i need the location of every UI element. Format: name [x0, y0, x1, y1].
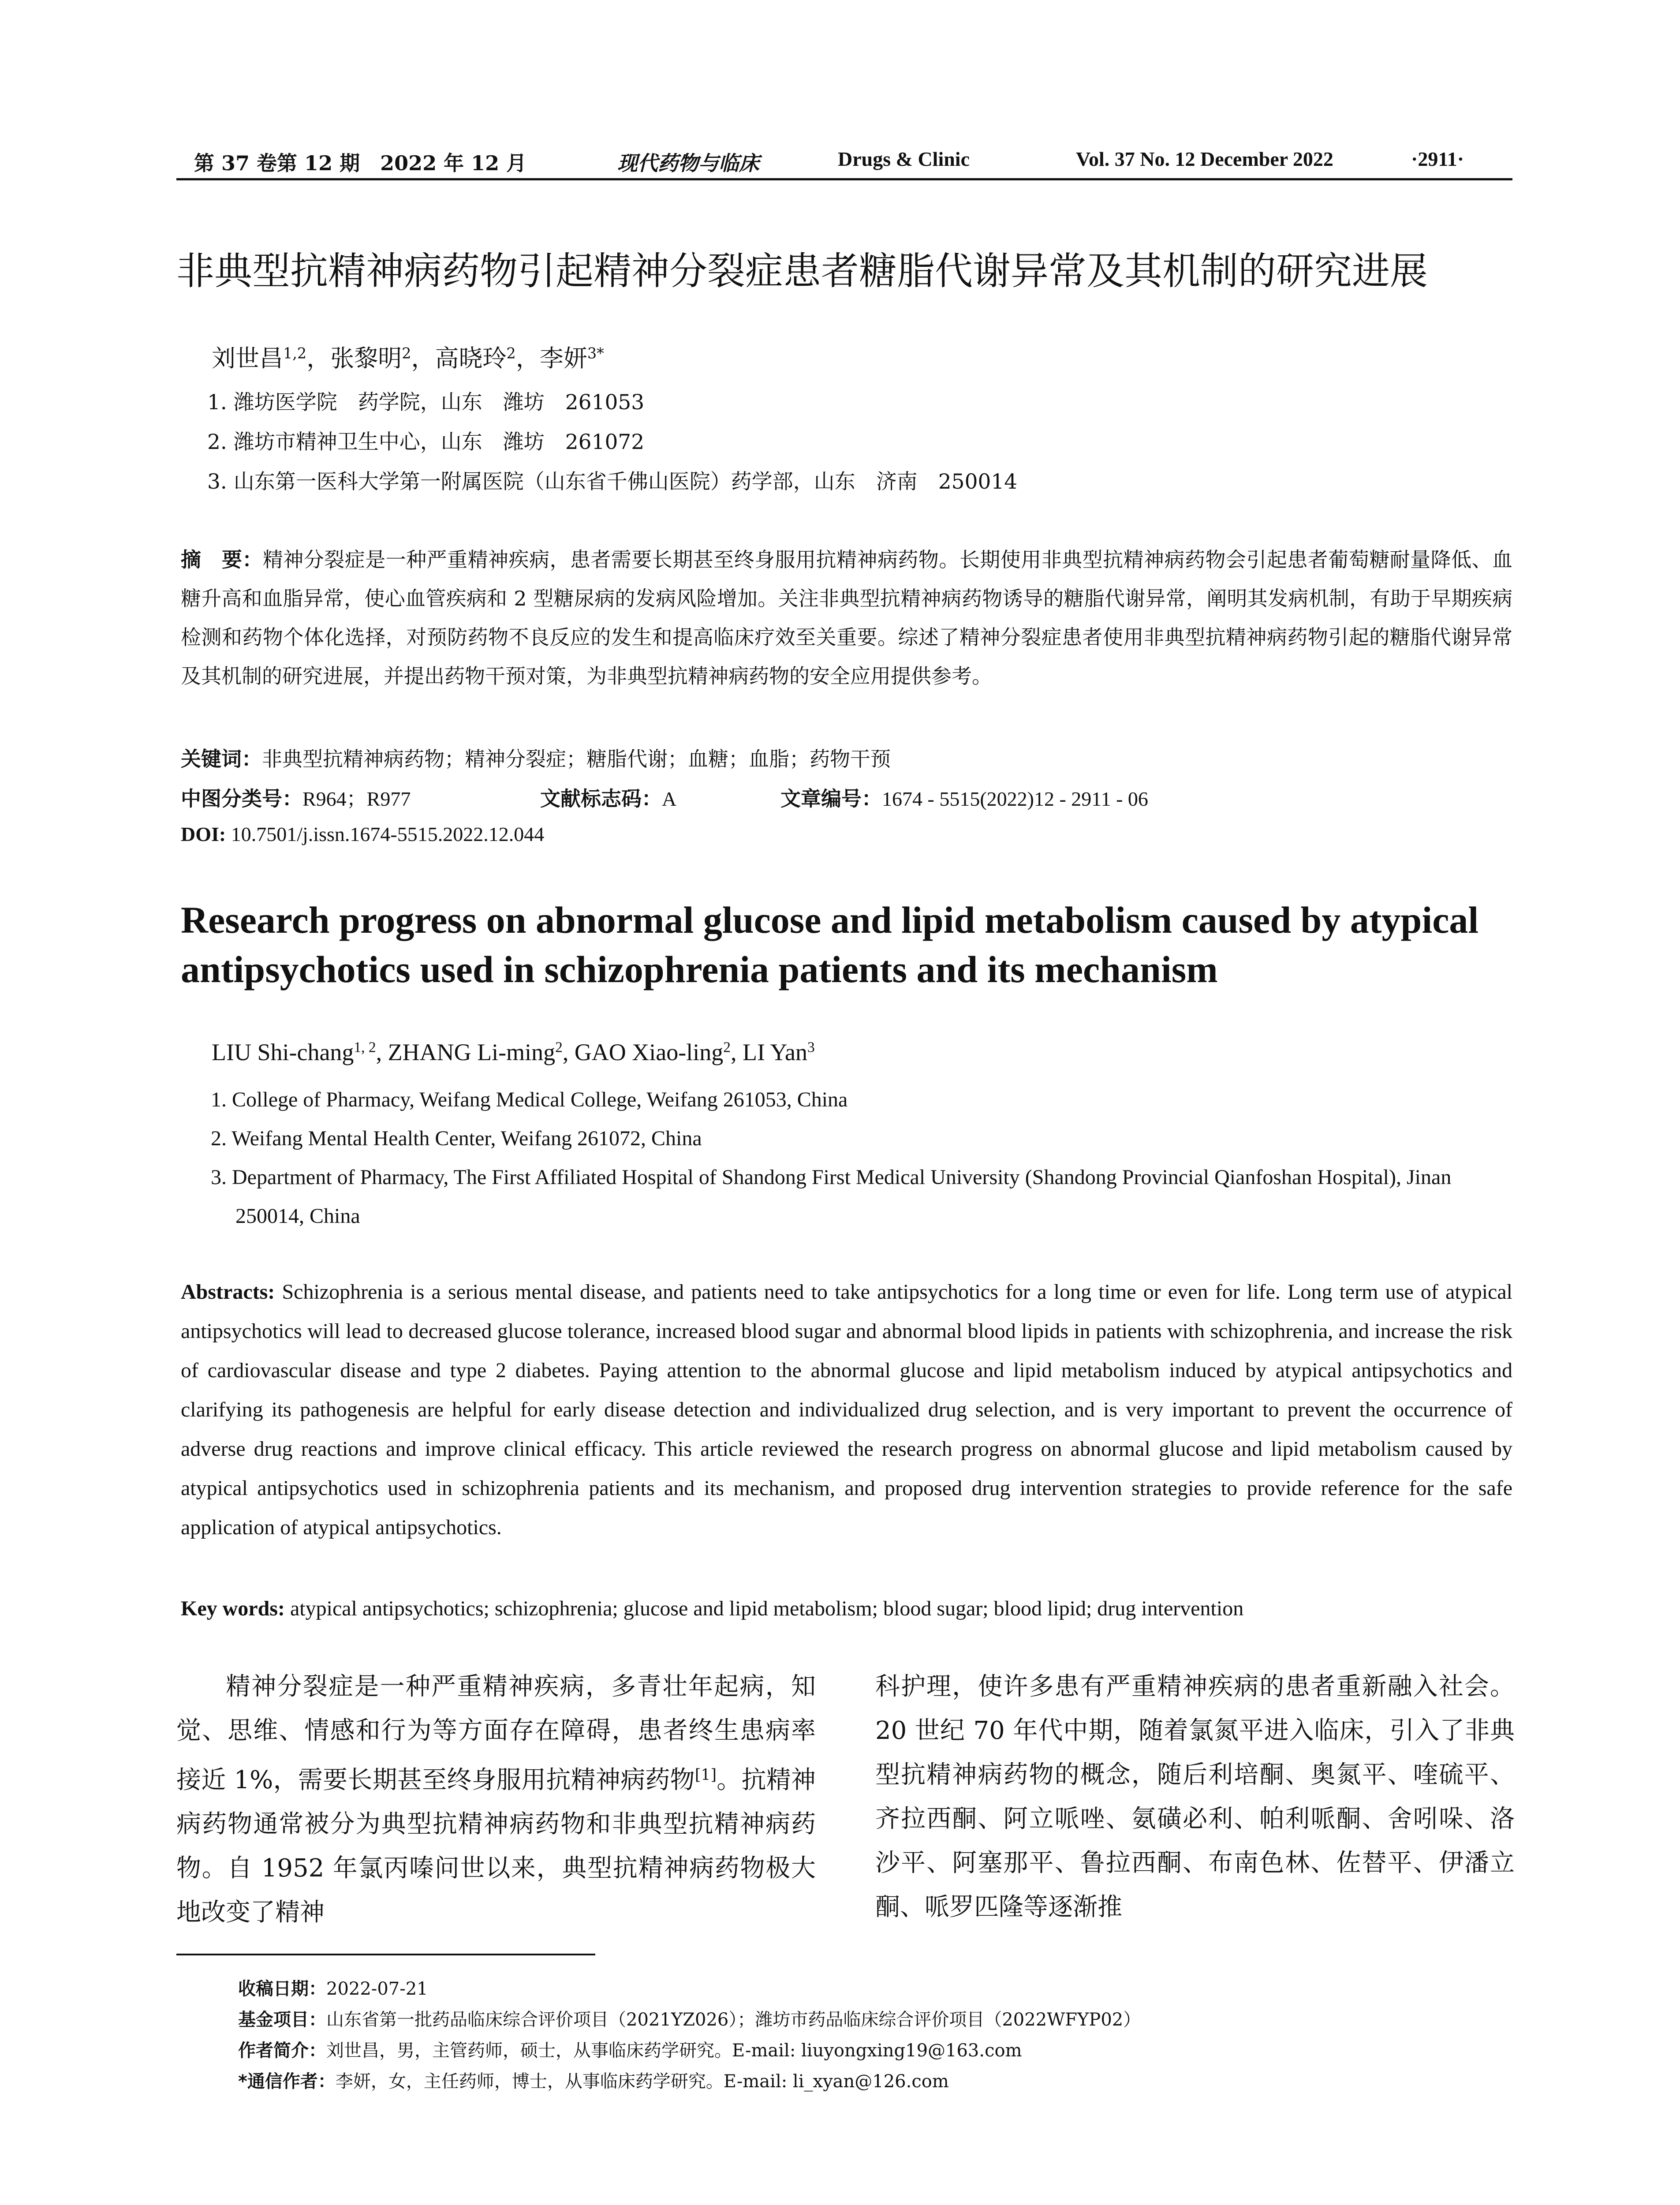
abstract-cn-label: 摘 要：: [181, 548, 263, 572]
running-header: [176, 140, 1512, 180]
citation-ref: [1]: [694, 1766, 717, 1784]
en-authors: [212, 1039, 815, 1066]
en-author: GAO Xiao-ling$^2$,: [574, 1039, 743, 1065]
keywords-en-text: atypical antipsychotics; schizophrenia; glucose and lipid metabolism; blood sugar; blood lipid; drug intervention: [284, 1597, 1244, 1620]
footnote-author-bio: 作者简介：刘世昌，男，主管药师，硕士，从事临床药学研究。E-mail: liuyongxing19@163.com: [238, 2041, 1022, 2061]
abstract-en-text: Schizophrenia is a serious mental disease, and patients need to take antipsychotics for a long time or even for life. Long term use of atypical antipsychotics will lead to decreased glucose tolerance, increased blood sugar and abnormal blood lipids in patients with schizophrenia, and increase the risk of cardiovascular disease and type 2 diabetes. Paying attention to the abnormal glucose and lipid metabolism induced by atypical antipsychotics and clarifying its pathogenesis are helpful for early disease detection and individualized drug selection, and is very important to prevent the occurrence of adverse drug reactions and improve clinical efficacy. This article reviewed the research progress on abnormal glucose and lipid metabolism caused by atypical antipsychotics used in schizophrenia patients and its mechanism, and proposed drug intervention strategies to provide reference for the safe application of atypical antipsychotics.: [181, 1280, 1512, 1539]
doi-label: DOI:: [181, 823, 226, 845]
footnote-received: 收稿日期：2022-07-21: [238, 1979, 428, 1999]
cn-author: 刘世昌$^{1,2}$，: [212, 344, 331, 372]
cn-author: 高晓玲$^2$，: [435, 344, 540, 372]
en-affiliation-3: 3. Department of Pharmacy, The First Affiliated Hospital of Shandong First Medical University (Shandong Provincial Qianfoshan Hospital), Jinan 250014, China: [211, 1166, 1452, 1228]
en-title: Research progress on abnormal glucose and lipid metabolism caused by atypical antipsychotics used in schizophrenia patients and its mechanism: [181, 899, 1479, 990]
cn-author: 李妍$^{3*}$: [539, 344, 604, 372]
article-number: 文章编号：1674 - 5515(2022)12 - 2911 - 06: [780, 787, 1148, 811]
cn-authors: [212, 340, 604, 374]
keywords-cn-label: 关键词：: [181, 747, 262, 771]
abstract-en: [181, 1272, 1512, 1547]
body-column-left: 精神分裂症是一种严重精神疾病，多青壮年起病，知觉、思维、情感和行为等方面存在障碍，患者终生患病率接近 1%，需要长期甚至终身服用抗精神病药物[1]。抗精神病药物通常被分为典型抗精神病药物和非典型抗精神病药物。自 1952 年氯丙嗪问世以来，典型抗精神病药物极大地改变了精神: [176, 1672, 816, 1927]
en-author: ZHANG Li-ming$^2$,: [388, 1039, 575, 1065]
abstract-cn-text: 精神分裂症是一种严重精神疾病，患者需要长期甚至终身服用抗精神病药物。长期使用非典型抗精神病药物会引起患者葡萄糖耐量降低、血糖升高和血脂异常，使心血管疾病和 2 型糖尿病的发病风险增加。关注非典型抗精神病药物诱导的糖脂代谢异常，阐明其发病机制，有助于早期疾病检测和药物个体化选择，对预防药物不良反应的发生和提高临床疗效至关重要。综述了精神分裂症患者使用非典型抗精神病药物引起的糖脂代谢异常及其机制的研究进展，并提出药物干预对策，为非典型抗精神病药物的安全应用提供参考。: [181, 548, 1512, 688]
keywords-cn: [181, 743, 891, 772]
cn-author: 张黎明$^2$，: [330, 344, 435, 372]
header-issue: 第 37 卷第 12 期 2022 年 12 月: [194, 151, 527, 175]
footnote-rule: [176, 1954, 595, 1955]
doi-value: 10.7501/j.issn.1674-5515.2022.12.044: [226, 823, 545, 845]
cn-title: 非典型抗精神病药物引起精神分裂症患者糖脂代谢异常及其机制的研究进展: [176, 249, 1428, 293]
clc-number: 中图分类号：R964；R977: [181, 787, 411, 811]
en-author: LI Yan$^3$: [743, 1039, 815, 1065]
keywords-en: [181, 1596, 1243, 1621]
cn-affiliation-3: 3. 山东第一医科大学第一附属医院（山东省千佛山医院）药学部，山东 济南 250014: [207, 470, 1018, 494]
en-affiliation-1: 1. College of Pharmacy, Weifang Medical College, Weifang 261053, China: [211, 1088, 848, 1111]
header-journal-cn: 现代药物与临床: [617, 151, 759, 175]
en-affiliation-2: 2. Weifang Mental Health Center, Weifang 261072, China: [211, 1127, 702, 1150]
header-volume: Vol. 37 No. 12 December 2022: [1076, 148, 1333, 170]
header-page-number: ·2911·: [1411, 148, 1464, 170]
abstract-cn: [181, 540, 1512, 695]
header-rule: [176, 178, 1512, 180]
footnote-corresponding: *通信作者：李妍，女，主任药师，博士，从事临床药学研究。E-mail: li_xyan@126.com: [238, 2071, 949, 2092]
footnote-funding: 基金项目：山东省第一批药品临床综合评价项目（2021YZ026）；潍坊市药品临床综合评价项目（2022WFYP02）: [238, 2010, 1141, 2030]
doi: [181, 822, 544, 846]
header-journal-en: Drugs & Clinic: [838, 148, 970, 170]
keywords-cn-text: 非典型抗精神病药物；精神分裂症；糖脂代谢；血糖；血脂；药物干预: [262, 747, 891, 771]
keywords-en-label: Key words:: [181, 1597, 285, 1620]
en-author: LIU Shi-chang$^{1, 2}$,: [212, 1039, 388, 1065]
cn-affiliation-1: 1. 潍坊医学院 药学院，山东 潍坊 261053: [207, 390, 645, 415]
abstract-en-label: Abstracts:: [181, 1280, 275, 1304]
cn-affiliation-2: 2. 潍坊市精神卫生中心，山东 潍坊 261072: [207, 430, 645, 454]
document-code: 文献标志码：A: [540, 787, 677, 811]
body-column-right: 科护理，使许多患有严重精神疾病的患者重新融入社会。20 世纪 70 年代中期，随着氯氮平进入临床，引入了非典型抗精神病药物的概念，随后利培酮、奥氮平、喹硫平、齐拉西酮、阿立哌唑、氨磺必利、帕利哌酮、舍吲哚、洛沙平、阿塞那平、鲁拉西酮、布南色林、佐替平、伊潘立酮、哌罗匹隆等逐渐推: [875, 1672, 1515, 1921]
